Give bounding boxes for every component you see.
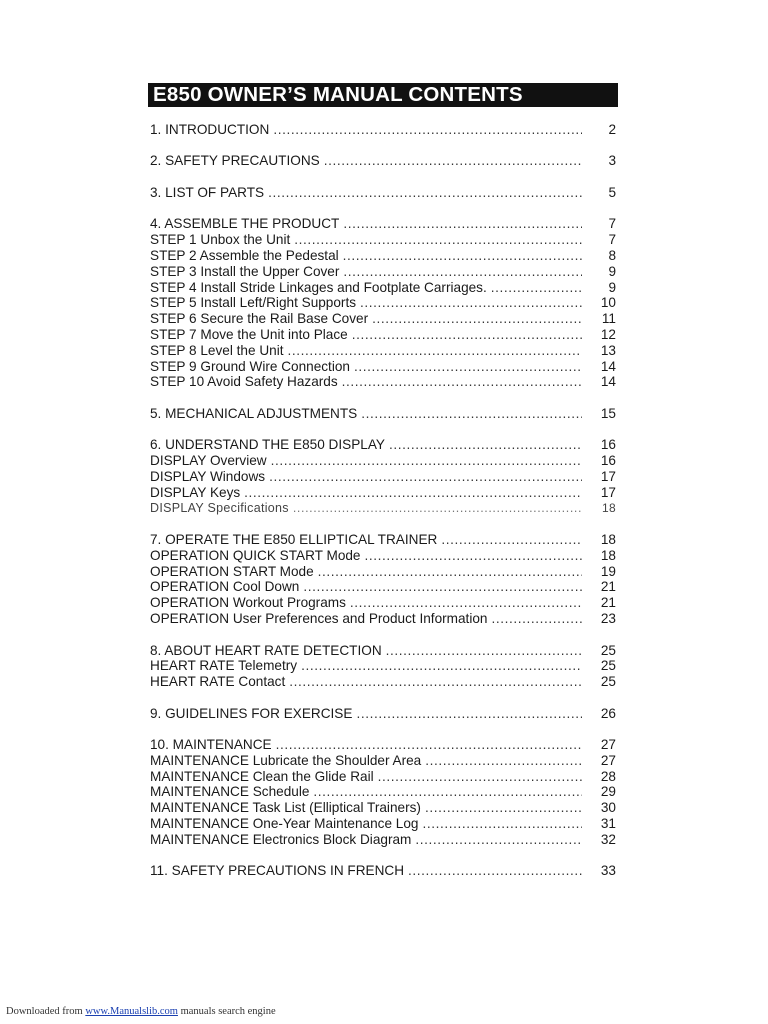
dot-leader xyxy=(342,374,582,390)
toc-entry-label: STEP 9 Ground Wire Connection xyxy=(150,358,350,374)
toc-entry[interactable] xyxy=(150,359,616,375)
dot-leader xyxy=(425,753,582,769)
toc-entry-page: 29 xyxy=(600,784,616,800)
toc-entry-page: 25 xyxy=(600,674,616,690)
dot-leader xyxy=(294,232,582,248)
toc-section xyxy=(150,185,616,201)
toc-entry[interactable] xyxy=(150,753,616,769)
toc-entry[interactable] xyxy=(150,643,616,659)
toc-entry-page: 21 xyxy=(600,595,616,611)
toc-entry-page: 3 xyxy=(608,153,616,169)
toc-entry-page: 2 xyxy=(608,122,616,137)
dot-leader xyxy=(269,469,582,485)
toc-entry-page: 11 xyxy=(601,311,616,327)
toc-entry-label: STEP 1 Unbox the Unit xyxy=(150,232,291,248)
dot-leader xyxy=(343,264,582,280)
toc-section xyxy=(150,153,616,169)
toc-entry[interactable] xyxy=(150,579,616,595)
toc-entry-page: 23 xyxy=(600,611,616,627)
toc-entry-label: STEP 10 Avoid Safety Hazards xyxy=(150,374,338,390)
toc-entry[interactable] xyxy=(150,295,616,311)
toc-entry-label: 11. SAFETY PRECAUTIONS IN FRENCH xyxy=(150,863,405,879)
toc-entry[interactable] xyxy=(150,406,616,422)
toc-section xyxy=(150,437,616,516)
dot-leader xyxy=(273,122,582,138)
toc-entry-label: DISPLAY Windows xyxy=(150,468,266,484)
toc-entry-page: 21 xyxy=(600,579,616,595)
toc-entry-page: 7 xyxy=(608,216,616,232)
toc-entry[interactable] xyxy=(150,343,616,359)
toc-entry-label: MAINTENANCE Task List (Elliptical Trainers) xyxy=(150,800,421,816)
toc-entry-label: HEART RATE Contact xyxy=(150,674,286,690)
toc-entry-label: 3. LIST OF PARTS xyxy=(150,184,265,200)
toc-section xyxy=(150,122,616,138)
toc-entry-page: 13 xyxy=(600,342,616,358)
toc-entry[interactable] xyxy=(150,737,616,753)
toc-entry[interactable] xyxy=(150,216,616,232)
toc-entry-label: STEP 2 Assemble the Pedestal xyxy=(150,248,339,264)
toc-entry[interactable] xyxy=(150,532,616,548)
toc-entry[interactable] xyxy=(150,816,616,832)
toc-entry-label: 2. SAFETY PRECAUTIONS xyxy=(150,153,320,169)
dot-leader xyxy=(301,658,582,674)
toc-entry[interactable] xyxy=(150,453,616,469)
toc-entry-label: MAINTENANCE Schedule xyxy=(150,784,310,800)
toc-entry-label: OPERATION User Preferences and Product Information xyxy=(150,611,488,627)
dot-leader xyxy=(244,485,582,501)
toc-section xyxy=(150,737,616,848)
dot-leader xyxy=(268,185,582,201)
dot-leader xyxy=(293,501,582,517)
toc-entry[interactable] xyxy=(150,122,616,138)
dot-leader xyxy=(324,153,582,169)
toc-entry-label: STEP 6 Secure the Rail Base Cover xyxy=(150,311,369,327)
toc-entry[interactable] xyxy=(150,153,616,169)
toc-entry-page: 19 xyxy=(600,563,616,579)
toc-entry-label: OPERATION Workout Programs xyxy=(150,595,346,611)
dot-leader xyxy=(378,769,582,785)
toc-entry-label: 5. MECHANICAL ADJUSTMENTS xyxy=(150,405,358,421)
toc-entry-page: 18 xyxy=(600,532,616,548)
toc-entry-page: 9 xyxy=(608,279,616,295)
dot-leader xyxy=(318,564,582,580)
toc-entry[interactable] xyxy=(150,185,616,201)
toc-section xyxy=(150,863,616,879)
page-title: E850 OWNER’S MANUAL CONTENTS xyxy=(148,83,618,107)
toc-entry[interactable] xyxy=(150,784,616,800)
toc-entry-label: 1. INTRODUCTION xyxy=(150,122,270,137)
dot-leader xyxy=(372,311,582,327)
toc-entry[interactable] xyxy=(150,832,616,848)
toc-entry-page: 17 xyxy=(600,468,616,484)
toc-entry-page: 9 xyxy=(608,263,616,279)
toc-entry-page: 30 xyxy=(600,800,616,816)
toc-entry-page: 7 xyxy=(608,232,616,248)
dot-leader xyxy=(343,216,582,232)
toc-entry-label: MAINTENANCE Electronics Block Diagram xyxy=(150,831,412,847)
toc-entry-page: 25 xyxy=(600,658,616,674)
toc-entry[interactable] xyxy=(150,248,616,264)
footer-prefix: Downloaded from xyxy=(6,1006,83,1017)
toc-entry-label: STEP 3 Install the Upper Cover xyxy=(150,263,340,279)
toc-entry-label: 8. ABOUT HEART RATE DETECTION xyxy=(150,642,382,658)
toc-entry[interactable] xyxy=(150,674,616,690)
dot-leader xyxy=(365,548,583,564)
toc-entry[interactable] xyxy=(150,264,616,280)
toc-entry-page: 26 xyxy=(600,705,616,721)
toc-entry-page: 10 xyxy=(600,295,616,311)
toc-entry-page: 15 xyxy=(600,405,616,421)
toc-entry[interactable] xyxy=(150,595,616,611)
dot-leader xyxy=(408,863,582,879)
dot-leader xyxy=(491,611,582,627)
toc-entry-page: 27 xyxy=(600,752,616,768)
toc-entry[interactable] xyxy=(150,548,616,564)
toc-entry[interactable] xyxy=(150,327,616,343)
toc-section xyxy=(150,706,616,722)
footer-suffix: manuals search engine xyxy=(180,1006,276,1017)
toc-entry-label: MAINTENANCE Clean the Glide Rail xyxy=(150,768,374,784)
dot-leader xyxy=(386,643,582,659)
toc-entry-label: MAINTENANCE One-Year Maintenance Log xyxy=(150,816,419,832)
toc-entry[interactable] xyxy=(150,800,616,816)
toc-entry[interactable] xyxy=(150,485,616,501)
dot-leader xyxy=(343,248,582,264)
dot-leader xyxy=(389,437,582,453)
toc-entry-label: STEP 4 Install Stride Linkages and Footplate Carriages. xyxy=(150,279,487,295)
dot-leader xyxy=(441,532,582,548)
toc-section xyxy=(150,643,616,690)
toc-entry[interactable] xyxy=(150,280,616,296)
toc-entry[interactable] xyxy=(150,611,616,627)
dot-leader xyxy=(303,579,582,595)
dot-leader xyxy=(361,406,582,422)
toc-entry-label: 9. GUIDELINES FOR EXERCISE xyxy=(150,705,353,721)
dot-leader xyxy=(313,784,582,800)
toc-entry-page: 27 xyxy=(600,737,616,753)
toc-entry[interactable] xyxy=(150,658,616,674)
toc-entry-page: 17 xyxy=(600,484,616,500)
dot-leader xyxy=(360,295,582,311)
dot-leader xyxy=(276,737,582,753)
toc-entry-page: 5 xyxy=(608,184,616,200)
toc-entry-page: 32 xyxy=(600,831,616,847)
toc-entry-label: DISPLAY Overview xyxy=(150,453,267,469)
toc-entry-label: MAINTENANCE Lubricate the Shoulder Area xyxy=(150,752,422,768)
dot-leader xyxy=(415,832,582,848)
toc-entry-page: 14 xyxy=(600,358,616,374)
toc-entry-page: 14 xyxy=(600,374,616,390)
dot-leader xyxy=(350,595,582,611)
toc-entry[interactable] xyxy=(150,374,616,390)
toc-section xyxy=(150,216,616,390)
toc-section xyxy=(150,532,616,627)
toc-entry-label: STEP 8 Level the Unit xyxy=(150,342,284,358)
toc-entry-label: OPERATION START Mode xyxy=(150,563,314,579)
toc-entry-page: 8 xyxy=(608,248,616,264)
dot-leader xyxy=(425,800,582,816)
toc-entry-page: 28 xyxy=(600,768,616,784)
dot-leader xyxy=(289,674,582,690)
toc-section xyxy=(150,406,616,422)
dot-leader xyxy=(288,343,583,359)
footer xyxy=(6,1006,276,1017)
dot-leader xyxy=(491,280,582,296)
toc-entry-page: 12 xyxy=(600,327,616,343)
toc-entry-label: 10. MAINTENANCE xyxy=(150,737,272,753)
toc-entry[interactable] xyxy=(150,437,616,453)
dot-leader xyxy=(422,816,582,832)
toc-entry-label: 6. UNDERSTAND THE E850 DISPLAY xyxy=(150,437,385,453)
toc-entry[interactable] xyxy=(150,564,616,580)
toc-entry-page: 16 xyxy=(600,437,616,453)
toc-entry-label: 4. ASSEMBLE THE PRODUCT xyxy=(150,216,340,232)
toc-entry[interactable] xyxy=(150,706,616,722)
toc-entry-page: 25 xyxy=(600,642,616,658)
toc-entry-label: HEART RATE Telemetry xyxy=(150,658,298,674)
toc-entry-label: STEP 5 Install Left/Right Supports xyxy=(150,295,357,311)
toc-entry[interactable] xyxy=(150,501,616,517)
toc-entry-page: 16 xyxy=(600,453,616,469)
toc-entry[interactable] xyxy=(150,311,616,327)
toc-entry-label: OPERATION Cool Down xyxy=(150,579,300,595)
dot-leader xyxy=(271,453,582,469)
dot-leader xyxy=(352,327,582,343)
toc-entry[interactable] xyxy=(150,232,616,248)
toc-entry[interactable] xyxy=(150,863,616,879)
toc-entry-label: OPERATION QUICK START Mode xyxy=(150,547,361,563)
toc-entry-page: 18 xyxy=(600,547,616,563)
toc-entry-label: 7. OPERATE THE E850 ELLIPTICAL TRAINER xyxy=(150,532,438,548)
toc-entry-label: DISPLAY Keys xyxy=(150,484,241,500)
toc-entry-label: DISPLAY Specifications xyxy=(150,500,289,515)
manualslib-link[interactable]: www.Manualslib.com xyxy=(85,1006,178,1017)
dot-leader xyxy=(354,359,582,375)
toc-entry[interactable] xyxy=(150,769,616,785)
dot-leader xyxy=(356,706,582,722)
table-of-contents xyxy=(150,122,616,895)
toc-entry-page: 18 xyxy=(602,500,616,515)
toc-entry-label: STEP 7 Move the Unit into Place xyxy=(150,327,348,343)
toc-entry[interactable] xyxy=(150,469,616,485)
toc-entry-page: 31 xyxy=(600,816,616,832)
toc-entry-page: 33 xyxy=(600,863,616,879)
